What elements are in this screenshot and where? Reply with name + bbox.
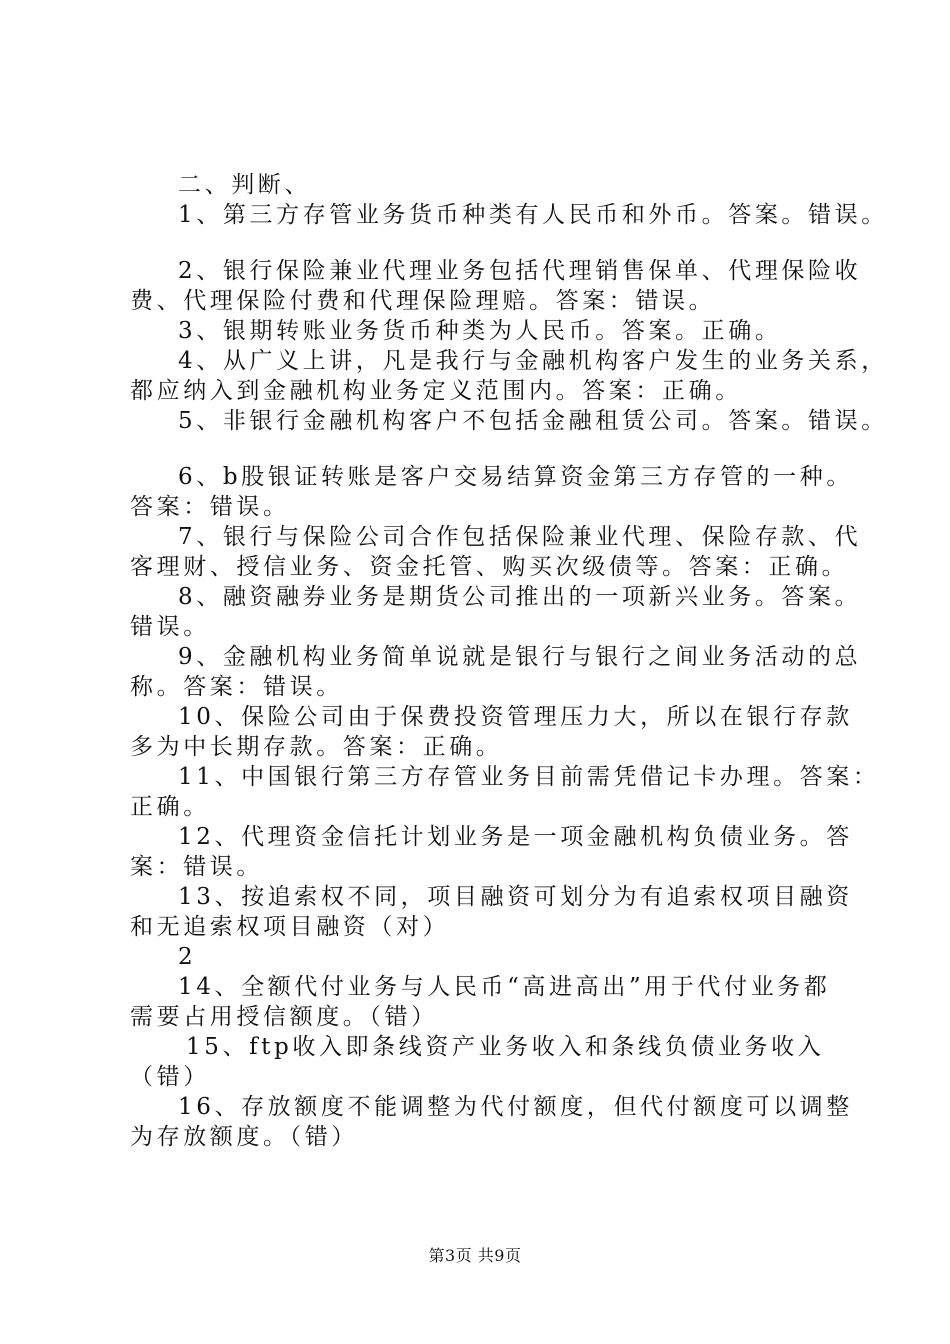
section-heading: 二、判断、 [178, 172, 311, 198]
item-7-line-2: 客理财、授信业务、资金托管、购买次级债等。答案：正确。 [130, 554, 849, 580]
stray-number: 2 [178, 944, 197, 970]
item-10-line-2: 多为中长期存款。答案：正确。 [130, 734, 503, 760]
item-4-line-1: 4、从广义上讲，凡是我行与金融机构客户发生的业务关系， [178, 348, 888, 374]
item-16-line-1: 16、存放额度不能调整为代付额度，但代付额度可以调整 [178, 1094, 853, 1120]
page-footer: 第3页 共9页 [428, 1246, 522, 1265]
item-13-line-2: 和无追索权项目融资（对） [130, 914, 450, 940]
item-6-line-2: 答案：错误。 [130, 494, 290, 520]
item-11-line-1: 11、中国银行第三方存管业务目前需凭借记卡办理。答案： [178, 764, 880, 790]
item-13-line-1: 13、按追索权不同，项目融资可划分为有追索权项目融资 [178, 884, 853, 910]
item-15-line-1: 15、ftp收入即条线资产业务收入和条线负债业务收入 [186, 1034, 825, 1060]
item-12-line-2: 案：错误。 [130, 854, 263, 880]
item-2-line-1: 2、银行保险兼业代理业务包括代理销售保单、代理保险收 [178, 258, 862, 284]
item-2-line-2: 费、代理保险付费和代理保险理赔。答案：错误。 [130, 288, 716, 314]
item-8-line-1: 8、融资融券业务是期货公司推出的一项新兴业务。答案。 [178, 584, 862, 610]
item-10-line-1: 10、保险公司由于保费投资管理压力大，所以在银行存款 [178, 704, 853, 730]
item-6-line-1: 6、b股银证转账是客户交易结算资金第三方存管的一种。 [178, 464, 853, 490]
item-14-line-2: 需要占用授信额度。（错） [130, 1004, 438, 1030]
item-4-line-2: 都应纳入到金融机构业务定义范围内。答案：正确。 [130, 378, 742, 404]
item-1: 1、第三方存管业务货币种类有人民币和外币。答案。错误。 [178, 202, 888, 228]
item-5: 5、非银行金融机构客户不包括金融租赁公司。答案。错误。 [178, 408, 888, 434]
item-7-line-1: 7、银行与保险公司合作包括保险兼业代理、保险存款、代 [178, 524, 862, 550]
item-3: 3、银期转账业务货币种类为人民币。答案。正确。 [178, 318, 782, 344]
item-9-line-2: 称。答案：错误。 [130, 674, 343, 700]
item-8-line-2: 错误。 [130, 614, 210, 640]
item-9-line-1: 9、金融机构业务简单说就是银行与银行之间业务活动的总 [178, 644, 862, 670]
item-14-line-1: 14、全额代付业务与人民币“高进高出”用于代付业务都 [178, 974, 831, 1000]
item-16-line-2: 为存放额度。（错） [130, 1124, 358, 1150]
document-body [130, 170, 888, 1152]
item-15-line-2: （错） [130, 1064, 210, 1090]
item-12-line-1: 12、代理资金信托计划业务是一项金融机构负债业务。答 [178, 824, 853, 850]
item-11-line-2: 正确。 [130, 794, 210, 820]
